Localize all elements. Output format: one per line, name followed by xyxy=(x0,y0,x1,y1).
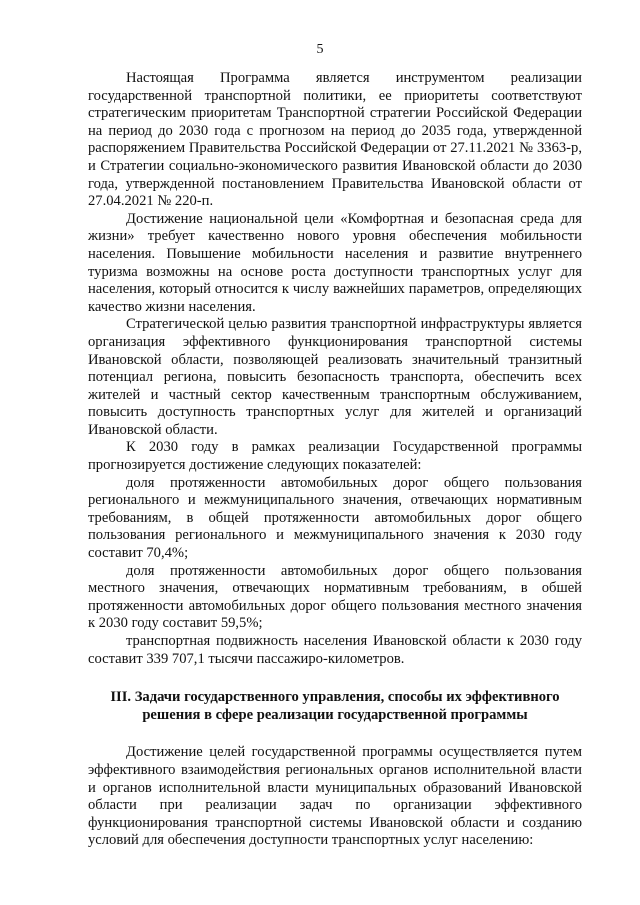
paragraph-strategic-goal: Стратегической целью развития транспортной инфраструктуры является организация эффективного функционирования транспортной системы Ивановской области, позволяющей реализовать значительный транзитный потенциал региона, повысить безопасность транспорта, обеспечить всех жителей и частный сектор качественным транспортным обслуживанием, повысить доступность транспортных услуг для жителей и организаций Ивановской области. xyxy=(88,316,582,438)
paragraph-program-priorities: Настоящая Программа является инструментом реализации государственной транспортной политики, ее приоритеты соответствуют стратегическим приоритетам Транспортной стратегии Российской Федерации на период до 2030 года с прогнозом на период до 2035 года, утвержденной распоряжением Правительства Российской Федерации от 27.11.2021 № 3363-р, и Стратегии социально-экономического развития Ивановской области до 2030 года, утвержденной постановлением Правительства Ивановской области от 27.04.2021 № 220-п. xyxy=(88,70,582,210)
document-body xyxy=(88,70,582,850)
section-heading xyxy=(88,689,582,724)
paragraph-local-roads-indicator: доля протяженности автомобильных дорог общего пользования местного значения, отвечающих нормативным требованиям, в обшей протяженности автомобильных дорог общего пользования местного значения к 2030 году составит 59,5%; xyxy=(88,562,582,632)
paragraph-national-goal: Достижение национальной цели «Комфортная и безопасная среда для жизни» требует качественно нового уровня обеспечения мобильности населения. Повышение мобильности населения и развитие внутреннего туризма возможны на основе роста доступности транспортных услуг для населения, который относится к числу важнейших параметров, определяющих качество жизни населения. xyxy=(88,210,582,315)
page-number: 5 xyxy=(316,42,324,57)
paragraph-indicators-intro: К 2030 году в рамках реализации Государственной программы прогнозируется достижение следующих показателей: xyxy=(88,439,582,474)
section-heading-line-1: III. Задачи государственного управления, способы их эффективного xyxy=(110,689,560,706)
paragraph-goal-achievement: Достижение целей государственной программы осуществляется путем эффективного взаимодействия региональных органов исполнительной власти и органов исполнительной власти муниципальных образований Ивановской области при реализации задач по организации эффективного функционирования транспортной системы Ивановской области и созданию условий для обеспечения доступности транспортных услуг населению: xyxy=(88,744,582,849)
section-heading-line-2: решения в сфере реализации государственной программы xyxy=(142,706,528,723)
paragraph-transport-mobility-indicator: транспортная подвижность населения Ивановской области к 2030 году составит 339 707,1 тысячи пассажиро-километров. xyxy=(88,633,582,667)
paragraph-regional-roads-indicator: доля протяженности автомобильных дорог общего пользования регионального и межмуниципального значения, отвечающих нормативным требованиям, в общей протяженности автомобильных дорог общего пользования регионального и межмуниципального значения к 2030 году составит 70,4%; xyxy=(88,474,582,562)
